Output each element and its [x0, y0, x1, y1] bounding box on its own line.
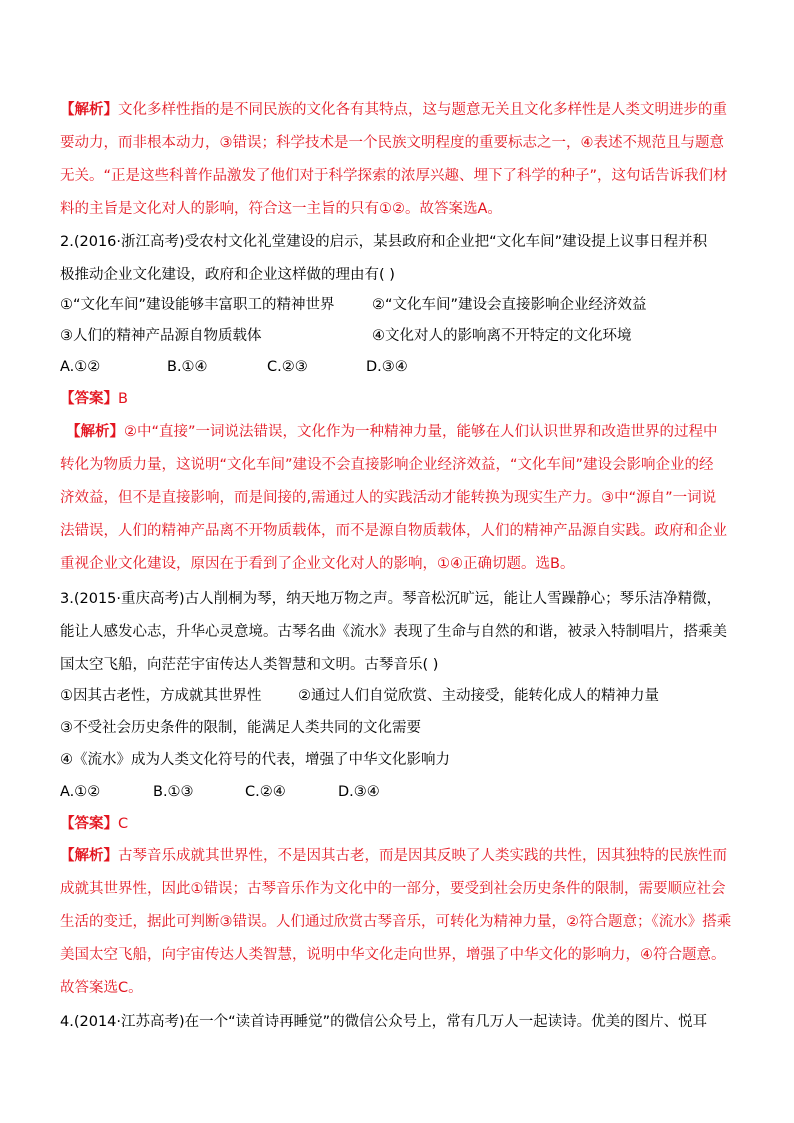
q2-answer-tag: 【答案】: [60, 391, 118, 407]
q3-analysis-line-4: 美国太空飞船，向宇宙传达人类智慧，说明中华文化走向世界，增强了中华文化的影响力，④符合题意。: [60, 947, 726, 963]
q3-item-4: ④《流水》成为人类文化符号的代表，增强了中华文化影响力: [60, 752, 450, 768]
q1-analysis-line-2: 要动力，而非根本动力，③错误；科学技术是一个民族文明程度的重要标志之一，④表述不规范且与题意: [60, 135, 724, 151]
q2-item-4: ④文化对人的影响离不开特定的文化环境: [372, 328, 632, 344]
q2-item-3: ③人们的精神产品源自物质载体: [60, 328, 262, 344]
q3-analysis-line-2: 成就其世界性，因此①错误；古琴音乐作为文化中的一部分，要受到社会历史条件的限制，需要顺应社会: [60, 881, 726, 897]
q2-analysis-line-1: 【解析】②中“直接”一词说法错误，文化作为一种精神力量，能够在人们认识世界和改造世界的过程中: [66, 424, 718, 440]
q3-analysis-line-3: 生活的变迁，据此可判断③错误。人们通过欣赏古琴音乐，可转化为精神力量，②符合题意；《流水》搭乘: [60, 914, 732, 930]
q2-analysis-line-4: 法错误，人们的精神产品离不开物质载体，而不是源自物质载体，人们的精神产品源自实践。政府和企业: [60, 523, 727, 539]
q3-analysis-line-1: 【解析】古琴音乐成就其世界性，不是因其古老，而是因其反映了人类实践的共性，因其独特的民族性而: [60, 848, 727, 864]
q2-answer: [60, 389, 128, 409]
q3-answer-value: C: [118, 816, 129, 832]
q3-item-1: ①因其古老性，方成就其世界性: [60, 688, 262, 704]
q2-analysis-line-5: 重视企业文化建设，原因在于看到了企业文化对人的影响，①④正确切题。选B。: [60, 556, 575, 572]
q3-stem-line-1: 3.(2015·重庆高考)古人削桐为琴，纳天地万物之声。琴音松沉旷远，能让人雪躁静心；琴乐洁净精微，: [60, 591, 722, 607]
q2-analysis-line-3: 济效益，但不是直接影响，而是间接的,需通过人的实践活动才能转换为现实生产力。③中“源自”一词说: [60, 490, 717, 506]
q4-stem-line-1: 4.(2014·江苏高考)在一个“读首诗再睡觉”的微信公众号上，常有几万人一起读诗。优美的图片、悦耳: [60, 1014, 708, 1030]
q3-choice-a: A.①②: [60, 784, 101, 800]
q3-answer-tag: 【答案】: [60, 816, 118, 832]
q3-item-2: ②通过人们自觉欣赏、主动接受，能转化成人的精神力量: [298, 688, 659, 704]
q2-choice-b: B.①④: [167, 359, 208, 375]
q3-answer: [60, 814, 128, 834]
q2-analysis-line-2: 转化为物质力量，这说明“文化车间”建设不会直接影响企业经济效益，“文化车间”建设会影响企业的经: [60, 457, 714, 473]
q1-analysis-line-4: 料的主旨是文化对人的影响，符合这一主旨的只有①②。故答案选A。: [60, 201, 502, 217]
q2-choice-a: A.①②: [60, 359, 101, 375]
q2-answer-value: B: [118, 391, 128, 407]
q1-analysis-tag: 【解析】: [60, 102, 118, 118]
q3-analysis-tag: 【解析】: [60, 848, 118, 864]
q2-item-2: ②“文化车间”建设会直接影响企业经济效益: [372, 297, 647, 313]
q2-stem-line-2: 极推动企业文化建设，政府和企业这样做的理由有( ): [60, 267, 395, 283]
q3-stem-line-2: 能让人感发心志，升华心灵意境。古琴名曲《流水》表现了生命与自然的和谐，被录入特制唱片，搭乘美: [60, 624, 727, 640]
q3-choice-d: D.③④: [338, 784, 380, 800]
q3-stem-line-3: 国太空飞船，向茫茫宇宙传达人类智慧和文明。古琴音乐( ): [60, 657, 439, 673]
q3-choice-c: C.②④: [245, 784, 286, 800]
q2-analysis-tag: 【解析】: [66, 424, 124, 440]
q2-choice-c: C.②③: [267, 359, 308, 375]
q3-analysis-line-5: 故答案选C。: [60, 980, 143, 996]
q3-item-3: ③不受社会历史条件的限制，能满足人类共同的文化需要: [60, 720, 421, 736]
q1-analysis-line-3: 无关。“正是这些科普作品激发了他们对于科学探索的浓厚兴趣、埋下了科学的种子”，这句话告诉我们材: [60, 168, 728, 184]
q3-choice-b: B.①③: [153, 784, 194, 800]
q1-analysis-line-1: 【解析】文化多样性指的是不同民族的文化各有其特点，这与题意无关且文化多样性是人类文明进步的重: [60, 102, 727, 118]
q2-choice-d: D.③④: [366, 359, 408, 375]
q2-stem-line-1: 2.(2016·浙江高考)受农村文化礼堂建设的启示，某县政府和企业把“文化车间”建设提上议事日程并积: [60, 234, 708, 250]
q2-item-1: ①“文化车间”建设能够丰富职工的精神世界: [60, 297, 335, 313]
